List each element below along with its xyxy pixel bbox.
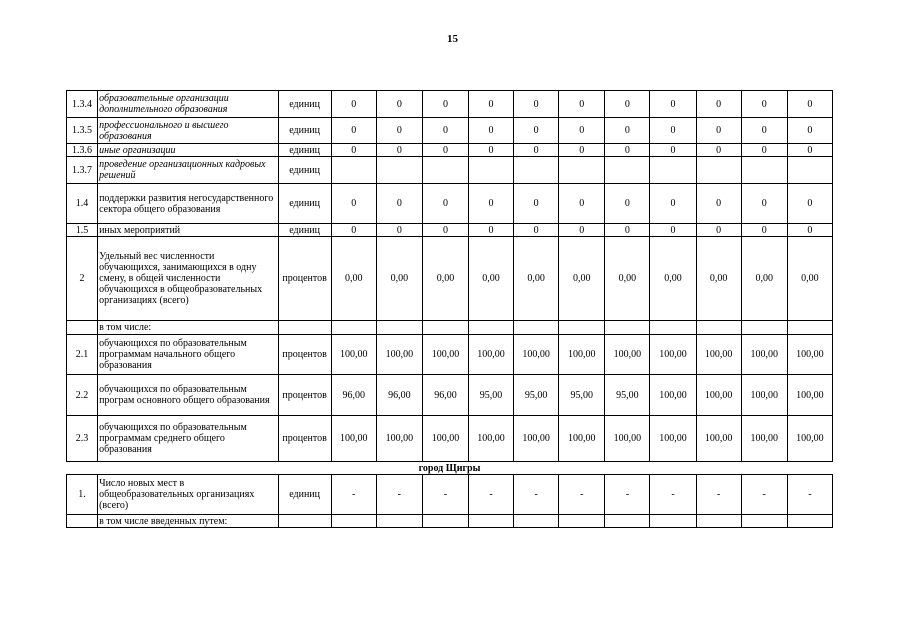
value-cell: 100,00 <box>696 375 741 416</box>
row-description: поддержки развития негосударственного сектора общего образования <box>98 184 278 224</box>
table-row <box>67 157 833 184</box>
row-unit: процентов <box>278 237 331 321</box>
value-cell: 0 <box>741 184 787 224</box>
value-cell: 100,00 <box>650 375 696 416</box>
value-cell <box>559 515 605 528</box>
row-description: в том числе введенных путем: <box>98 515 278 528</box>
value-cell: 100,00 <box>331 335 376 375</box>
row-number: 1.3.6 <box>67 144 98 157</box>
value-cell <box>331 515 376 528</box>
row-unit: единиц <box>278 475 331 515</box>
value-cell: 0 <box>559 118 605 144</box>
value-cell: 0 <box>741 118 787 144</box>
value-cell <box>787 157 832 184</box>
table-row <box>67 416 833 462</box>
value-cell: - <box>469 475 514 515</box>
table-row <box>67 335 833 375</box>
value-cell <box>422 515 468 528</box>
row-unit: единиц <box>278 224 331 237</box>
row-description: обучающихся по образовательным програм основного общего образования <box>98 375 278 416</box>
value-cell: 0 <box>650 224 696 237</box>
value-cell: 100,00 <box>469 416 514 462</box>
value-cell: 0 <box>376 224 422 237</box>
row-number: 1.3.5 <box>67 118 98 144</box>
value-cell: 0 <box>422 224 468 237</box>
value-cell: 100,00 <box>422 416 468 462</box>
value-cell <box>469 515 514 528</box>
value-cell <box>376 157 422 184</box>
value-cell: - <box>559 475 605 515</box>
row-unit: единиц <box>278 144 331 157</box>
value-cell: 100,00 <box>787 416 832 462</box>
value-cell: 0 <box>469 224 514 237</box>
table-row <box>67 321 833 335</box>
value-cell <box>514 321 559 335</box>
row-description: обучающихся по образовательным программам среднего общего образования <box>98 416 278 462</box>
value-cell: 96,00 <box>376 375 422 416</box>
row-unit: процентов <box>278 375 331 416</box>
value-cell <box>787 321 832 335</box>
value-cell: 0 <box>469 184 514 224</box>
value-cell <box>787 515 832 528</box>
value-cell: 0 <box>605 91 650 118</box>
value-cell: 0 <box>696 118 741 144</box>
section-title: город Щигры <box>67 462 833 475</box>
value-cell <box>696 321 741 335</box>
row-unit <box>278 515 331 528</box>
value-cell <box>469 321 514 335</box>
value-cell <box>696 157 741 184</box>
value-cell: - <box>331 475 376 515</box>
value-cell <box>469 157 514 184</box>
table-row <box>67 184 833 224</box>
value-cell: 100,00 <box>514 416 559 462</box>
row-unit: единиц <box>278 184 331 224</box>
value-cell <box>331 157 376 184</box>
value-cell <box>605 157 650 184</box>
value-cell: 100,00 <box>650 335 696 375</box>
value-cell: - <box>422 475 468 515</box>
value-cell: 100,00 <box>331 416 376 462</box>
value-cell: 100,00 <box>469 335 514 375</box>
table-row <box>67 224 833 237</box>
value-cell <box>741 157 787 184</box>
value-cell: 100,00 <box>605 416 650 462</box>
value-cell: 0 <box>787 144 832 157</box>
value-cell: 0 <box>741 144 787 157</box>
table-row <box>67 515 833 528</box>
value-cell: 0 <box>650 91 696 118</box>
value-cell: 0 <box>331 224 376 237</box>
value-cell <box>559 321 605 335</box>
row-unit: единиц <box>278 118 331 144</box>
value-cell <box>650 321 696 335</box>
value-cell: 0,00 <box>376 237 422 321</box>
value-cell: 0 <box>696 184 741 224</box>
row-description: Число новых мест в общеобразовательных организациях (всего) <box>98 475 278 515</box>
value-cell: - <box>376 475 422 515</box>
value-cell: 0 <box>741 91 787 118</box>
value-cell <box>696 515 741 528</box>
row-description: Удельный вес численности обучающихся, занимающихся в одну смену, в общей численности обучающихся в общеобразовательных организациях (всего) <box>98 237 278 321</box>
value-cell: 96,00 <box>422 375 468 416</box>
value-cell: 0 <box>605 224 650 237</box>
value-cell <box>331 321 376 335</box>
value-cell <box>559 157 605 184</box>
row-number: 2.3 <box>67 416 98 462</box>
value-cell: - <box>605 475 650 515</box>
value-cell: 0 <box>514 118 559 144</box>
row-description: иные организации <box>98 144 278 157</box>
value-cell: 96,00 <box>331 375 376 416</box>
value-cell: 100,00 <box>787 375 832 416</box>
value-cell: 0 <box>787 224 832 237</box>
value-cell <box>422 321 468 335</box>
value-cell: - <box>696 475 741 515</box>
row-description: в том числе: <box>98 321 278 335</box>
value-cell <box>514 515 559 528</box>
value-cell: 0,00 <box>650 237 696 321</box>
value-cell: 100,00 <box>376 335 422 375</box>
value-cell: 0 <box>376 118 422 144</box>
row-number: 1.5 <box>67 224 98 237</box>
value-cell: 0,00 <box>605 237 650 321</box>
value-cell: 0 <box>469 118 514 144</box>
value-cell: 0,00 <box>559 237 605 321</box>
value-cell: 0 <box>559 91 605 118</box>
value-cell: 0 <box>469 144 514 157</box>
value-cell: 0 <box>514 91 559 118</box>
value-cell: 0 <box>696 144 741 157</box>
value-cell: 0 <box>514 144 559 157</box>
data-table <box>66 90 833 528</box>
value-cell: 95,00 <box>605 375 650 416</box>
table-row <box>67 91 833 118</box>
row-unit: единиц <box>278 91 331 118</box>
value-cell: 0,00 <box>787 237 832 321</box>
row-number: 2.1 <box>67 335 98 375</box>
value-cell <box>376 321 422 335</box>
row-unit: процентов <box>278 335 331 375</box>
value-cell: 100,00 <box>376 416 422 462</box>
value-cell: 0 <box>376 144 422 157</box>
value-cell: - <box>787 475 832 515</box>
value-cell: 0 <box>331 91 376 118</box>
row-description: проведение организационных кадровых решений <box>98 157 278 184</box>
value-cell: 0 <box>696 91 741 118</box>
value-cell: 0 <box>650 118 696 144</box>
value-cell: 0 <box>605 144 650 157</box>
value-cell: 0 <box>787 184 832 224</box>
value-cell: 0 <box>422 184 468 224</box>
table-row <box>67 118 833 144</box>
row-unit <box>278 321 331 335</box>
row-unit: единиц <box>278 157 331 184</box>
value-cell: 95,00 <box>514 375 559 416</box>
value-cell <box>376 515 422 528</box>
value-cell: 95,00 <box>559 375 605 416</box>
row-description: иных мероприятий <box>98 224 278 237</box>
value-cell: 0 <box>559 184 605 224</box>
table-row <box>67 475 833 515</box>
value-cell: 0 <box>422 118 468 144</box>
value-cell: 0 <box>422 144 468 157</box>
value-cell: 100,00 <box>514 335 559 375</box>
row-number <box>67 321 98 335</box>
table-row <box>67 237 833 321</box>
value-cell: 0 <box>696 224 741 237</box>
row-number: 1.4 <box>67 184 98 224</box>
value-cell <box>514 157 559 184</box>
row-number <box>67 515 98 528</box>
value-cell: 0 <box>422 91 468 118</box>
value-cell <box>650 157 696 184</box>
value-cell <box>422 157 468 184</box>
value-cell: 100,00 <box>741 335 787 375</box>
value-cell: 100,00 <box>559 335 605 375</box>
value-cell: 100,00 <box>696 416 741 462</box>
value-cell: 0 <box>650 184 696 224</box>
row-description: образовательные организации дополнительного образования <box>98 91 278 118</box>
value-cell: - <box>741 475 787 515</box>
page-number: 15 <box>447 33 458 45</box>
value-cell: 0 <box>331 144 376 157</box>
value-cell: 0,00 <box>696 237 741 321</box>
value-cell: 0,00 <box>469 237 514 321</box>
row-number: 1. <box>67 475 98 515</box>
value-cell: 0 <box>331 184 376 224</box>
value-cell: 0 <box>469 91 514 118</box>
row-number: 2.2 <box>67 375 98 416</box>
value-cell <box>741 321 787 335</box>
row-description: обучающихся по образовательным программам начального общего образования <box>98 335 278 375</box>
value-cell: 0 <box>559 224 605 237</box>
row-unit: процентов <box>278 416 331 462</box>
value-cell: 100,00 <box>422 335 468 375</box>
row-number: 1.3.4 <box>67 91 98 118</box>
value-cell: 0 <box>787 118 832 144</box>
value-cell: 0,00 <box>741 237 787 321</box>
value-cell: 100,00 <box>605 335 650 375</box>
value-cell: 100,00 <box>696 335 741 375</box>
row-number: 2 <box>67 237 98 321</box>
value-cell: 100,00 <box>741 416 787 462</box>
value-cell: - <box>514 475 559 515</box>
value-cell: 100,00 <box>787 335 832 375</box>
value-cell <box>605 321 650 335</box>
value-cell: 0 <box>376 91 422 118</box>
value-cell: 0 <box>559 144 605 157</box>
row-description: профессионального и высшего образования <box>98 118 278 144</box>
value-cell: 0 <box>605 118 650 144</box>
value-cell: 0 <box>787 91 832 118</box>
value-cell: 100,00 <box>559 416 605 462</box>
value-cell: 100,00 <box>741 375 787 416</box>
row-number: 1.3.7 <box>67 157 98 184</box>
table-row <box>67 375 833 416</box>
table-row <box>67 144 833 157</box>
value-cell: 0 <box>514 224 559 237</box>
value-cell <box>605 515 650 528</box>
value-cell: 0 <box>741 224 787 237</box>
value-cell: 95,00 <box>469 375 514 416</box>
value-cell: 0 <box>331 118 376 144</box>
value-cell: 0,00 <box>422 237 468 321</box>
value-cell: 0 <box>514 184 559 224</box>
value-cell: 100,00 <box>650 416 696 462</box>
value-cell: 0,00 <box>331 237 376 321</box>
value-cell: - <box>650 475 696 515</box>
value-cell: 0 <box>376 184 422 224</box>
value-cell <box>650 515 696 528</box>
value-cell: 0 <box>605 184 650 224</box>
section-row <box>67 462 833 475</box>
value-cell <box>741 515 787 528</box>
value-cell: 0 <box>650 144 696 157</box>
value-cell: 0,00 <box>514 237 559 321</box>
